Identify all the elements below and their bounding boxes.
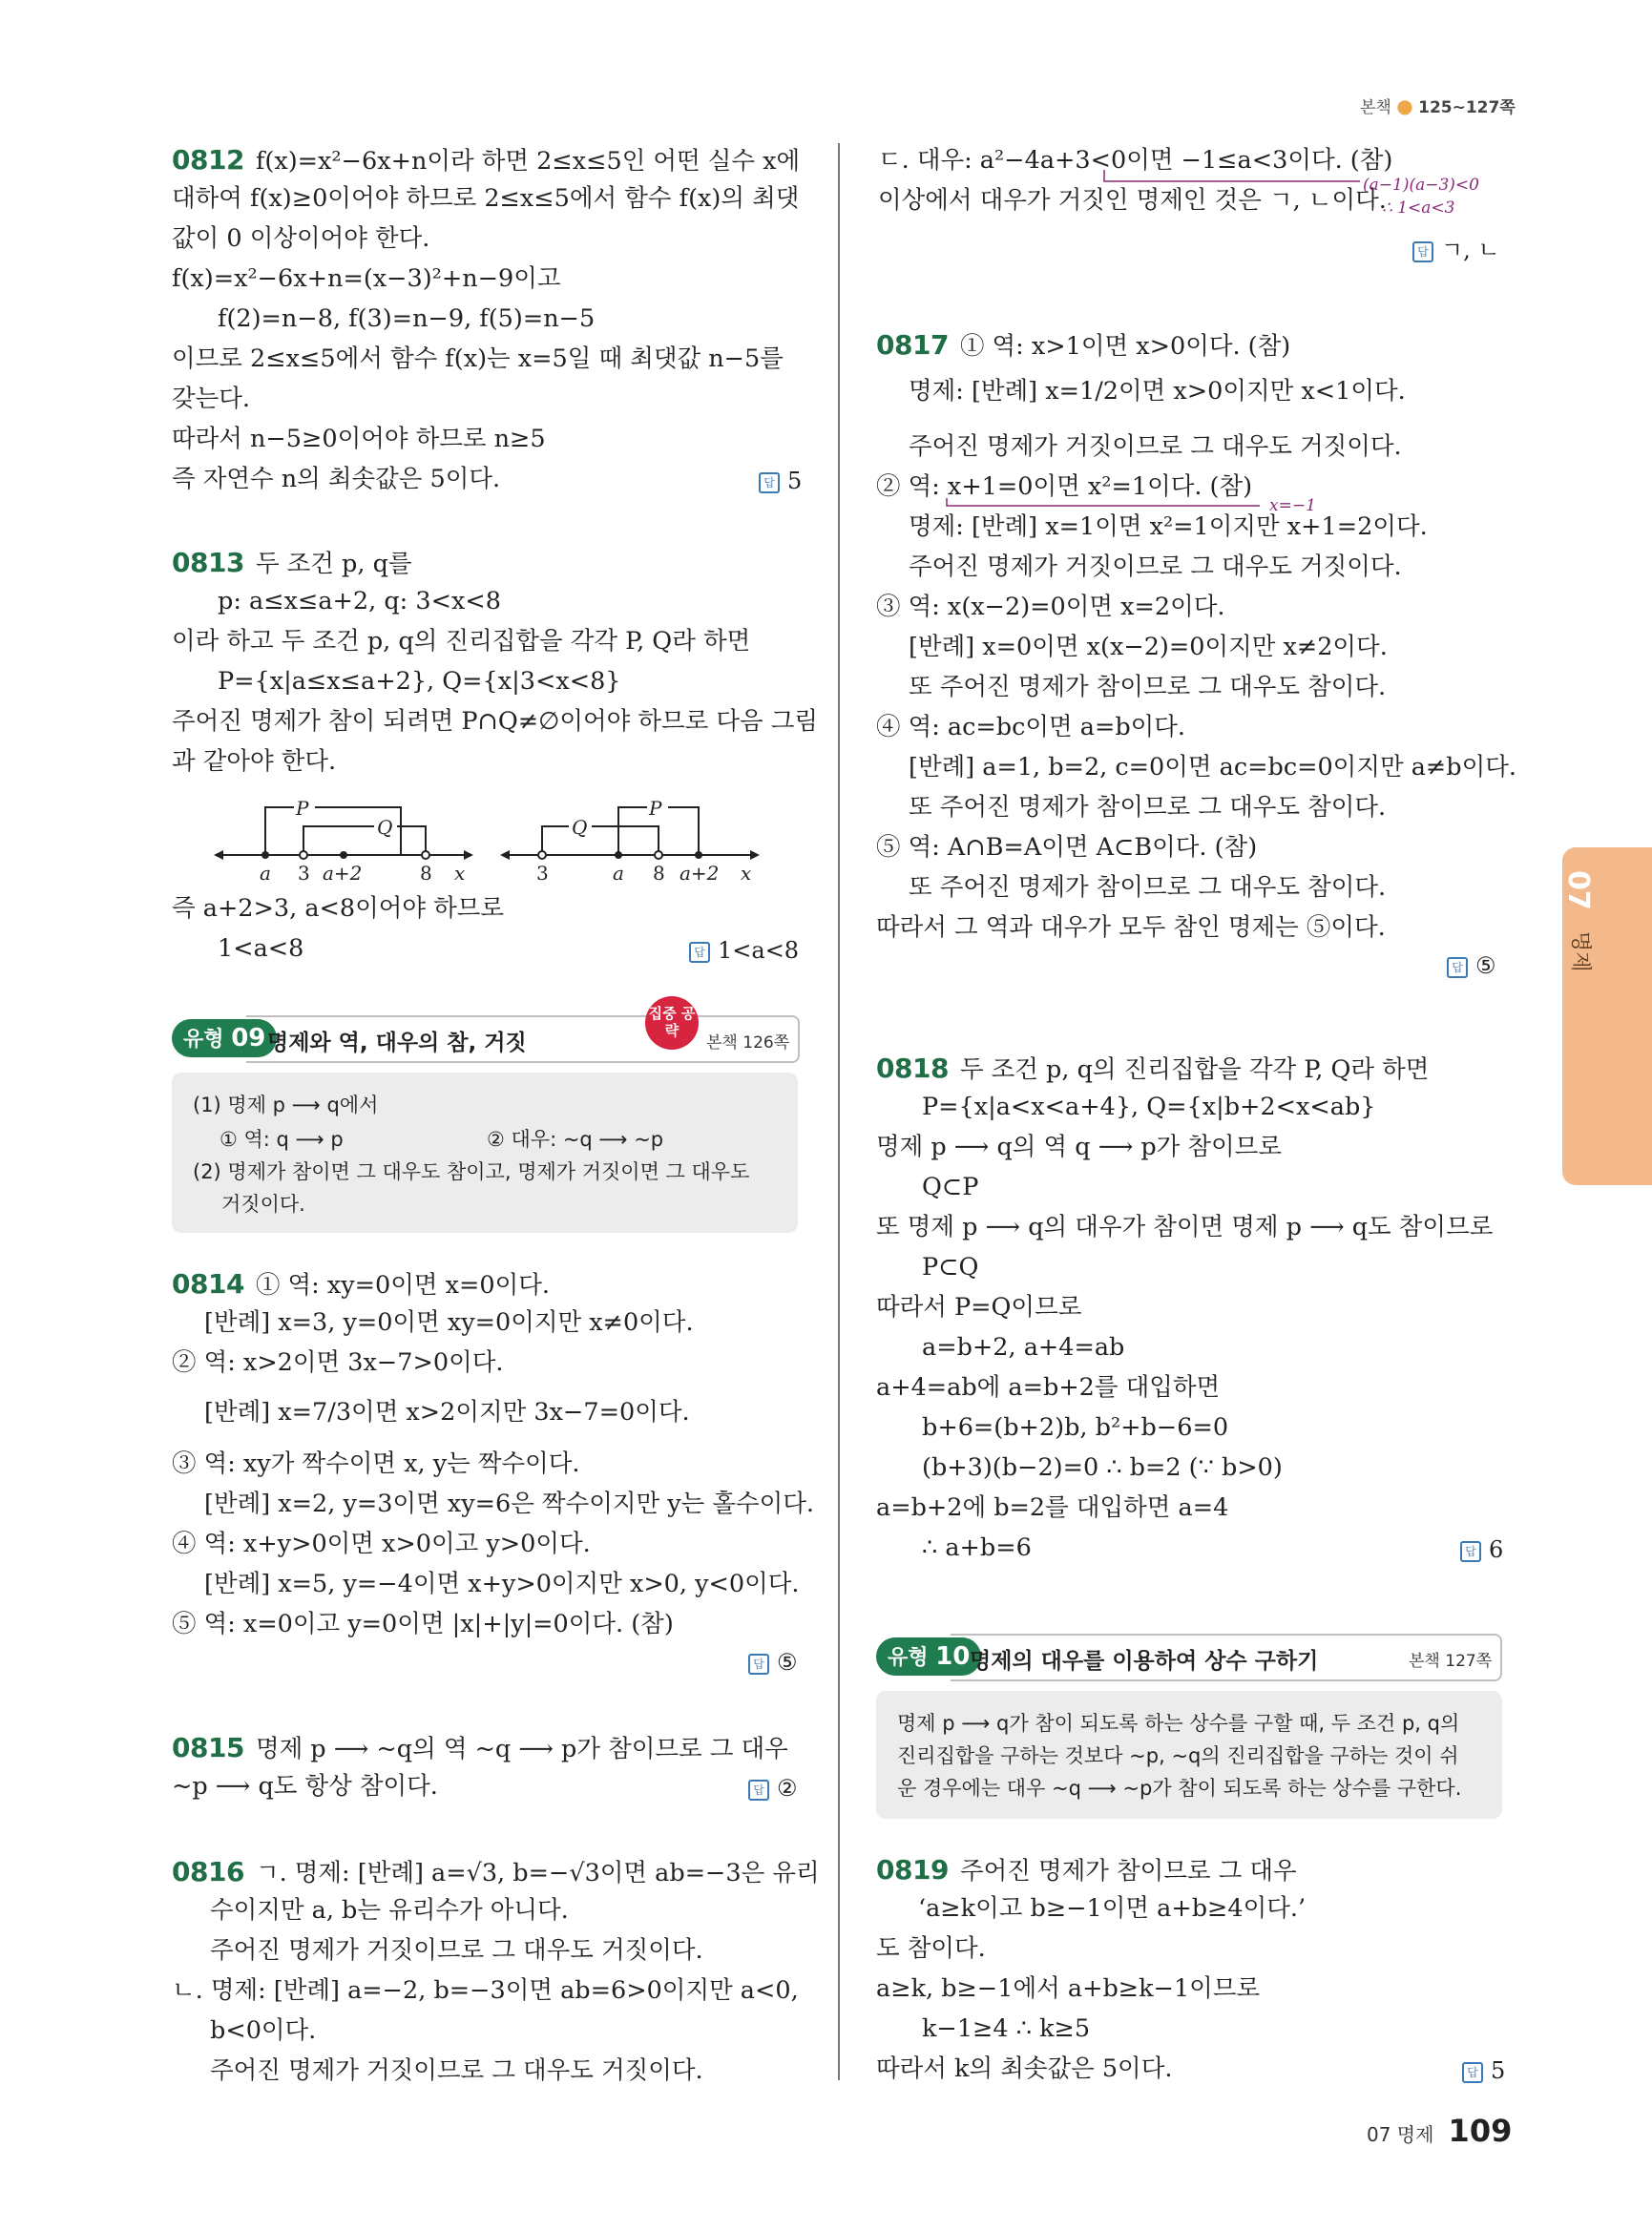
text-line: b<0이다. <box>210 2016 317 2045</box>
text-line: ① 역: x>1이면 x>0이다. (참) <box>959 332 1291 361</box>
text-line: ‘a≥k이고 b≥−1이면 a+b≥4이다.’ <box>918 1894 1307 1923</box>
text-line: 대하여 f(x)≥0이어야 하므로 2≤x≤5에서 함수 f(x)의 최댓 <box>172 184 800 213</box>
box-line: 명제 p ⟶ q가 참이 되도록 하는 상수를 구할 때, 두 조건 p, q의 <box>897 1712 1460 1735</box>
text-line: 주어진 명제가 참이 되려면 P∩Q≠∅이어야 하므로 다음 그림 <box>172 707 819 736</box>
text-line: [반례] x=0이면 x(x−2)=0이지만 x≠2이다. <box>909 633 1388 661</box>
text-line: a=b+2에 b=2를 대입하면 a=4 <box>876 1493 1229 1522</box>
problem-number: 0813 <box>172 547 244 578</box>
text-line: 갖는다. <box>172 385 251 413</box>
answer: 답 ㄱ, ㄴ <box>1412 231 1500 264</box>
fig1-tick: 8 <box>420 862 432 885</box>
text-line: 명제: [반례] x=1이면 x²=1이지만 x+1=2이다. <box>909 512 1428 541</box>
text-line: 또 주어진 명제가 참이므로 그 대우도 참이다. <box>909 673 1387 701</box>
text-line: 이라 하고 두 조건 p, q의 진리집합을 각각 P, Q라 하면 <box>172 627 751 656</box>
text-line: a+4=ab에 a=b+2를 대입하면 <box>876 1373 1221 1402</box>
box-line: ① 역: q ⟶ p <box>220 1128 344 1151</box>
problem-number: 0816 <box>172 1856 244 1887</box>
text-line: [반례] x=3, y=0이면 xy=0이지만 x≠0이다. <box>204 1308 694 1337</box>
text-line: 또 명제 p ⟶ q의 대우가 참이면 명제 p ⟶ q도 참이므로 <box>876 1213 1494 1241</box>
text-line: ⑤ 역: x=0이고 y=0이면 |x|+|y|=0이다. (참) <box>172 1610 674 1638</box>
text-line: ㄴ. 명제: [반례] a=−2, b=−3이면 ab=6>0이지만 a<0, <box>172 1976 799 2005</box>
answer: 답 5 <box>1462 2057 1505 2084</box>
text-line: 1<a<8 <box>218 934 304 963</box>
problem-number: 0818 <box>876 1053 949 1084</box>
problem-number: 0817 <box>876 329 949 361</box>
page-number: 109 <box>1448 2113 1513 2149</box>
header-pages: 125~127쪽 <box>1418 98 1516 117</box>
text-line: 따라서 k의 최솟값은 5이다. <box>876 2054 1173 2083</box>
text-line: ∴ a+b=6 <box>922 1533 1032 1562</box>
text-line: f(x)=x²−6x+n이라 하면 2≤x≤5인 어떤 실수 x에 <box>255 147 801 176</box>
figure-case-1 <box>214 797 473 885</box>
text-line: ④ 역: ac=bc이면 a=b이다. <box>876 713 1186 741</box>
fig1-label-Q: Q <box>377 816 393 839</box>
text-line: ⑤ 역: A∩B=A이면 A⊂B이다. (참) <box>876 833 1258 862</box>
problem-number: 0815 <box>172 1732 244 1763</box>
answer: 답 5 <box>759 468 802 494</box>
text-line: 명제 p ⟶ ~q의 역 ~q ⟶ p가 참이므로 그 대우 <box>255 1735 788 1763</box>
text-line: ④ 역: x+y>0이면 x>0이고 y>0이다. <box>172 1530 591 1558</box>
text-line: ~p ⟶ q도 항상 참이다. <box>172 1772 438 1801</box>
type09-tag: 유형 09 <box>172 1019 277 1057</box>
text-line: 과 같아야 한다. <box>172 747 337 776</box>
answer-mark-icon: 답 <box>759 472 780 493</box>
text-line: 즉 자연수 n의 최솟값은 5이다. <box>172 465 501 493</box>
text-line: 따라서 n−5≥0이어야 하므로 n≥5 <box>172 425 546 453</box>
fig2-label-Q: Q <box>572 816 588 839</box>
page-footer <box>1367 2113 1512 2149</box>
text-line: ① 역: xy=0이면 x=0이다. <box>255 1271 550 1300</box>
text-line: 또 주어진 명제가 참이므로 그 대우도 참이다. <box>909 793 1387 822</box>
fig2-label-P: P <box>649 797 662 820</box>
text-line: 또 주어진 명제가 참이므로 그 대우도 참이다. <box>909 873 1387 902</box>
problem-number: 0812 <box>172 144 244 176</box>
answer: 답 1<a<8 <box>689 937 799 964</box>
answer-mark-icon: 답 <box>748 1780 769 1801</box>
fig2-tick: a <box>613 862 624 885</box>
text-line: 이므로 2≤x≤5에서 함수 f(x)는 x=5일 때 최댓값 n−5를 <box>172 344 784 373</box>
type10-tag: 유형 10 <box>876 1637 981 1676</box>
text-line: P={x|a≤x≤a+2}, Q={x|3<x<8} <box>218 667 621 696</box>
text-line: 주어진 명제가 참이므로 그 대우 <box>959 1857 1297 1886</box>
text-line: 두 조건 p, q를 <box>255 550 412 578</box>
annotation-note: x=−1 <box>1269 496 1316 515</box>
text-line: 수이지만 a, b는 유리수가 아니다. <box>210 1896 569 1925</box>
type10-title: 명제의 대우를 이용하여 상수 구하기 <box>970 1649 1319 1674</box>
fig1-label-P: P <box>296 797 309 820</box>
fig1-tick: a <box>260 862 271 885</box>
text-line: b+6=(b+2)b, b²+b−6=0 <box>922 1413 1229 1442</box>
text-line: k−1≥4 ∴ k≥5 <box>922 2014 1091 2043</box>
text-line: 주어진 명제가 거짓이므로 그 대우도 거짓이다. <box>909 553 1402 581</box>
text-line: f(2)=n−8, f(3)=n−9, f(5)=n−5 <box>218 304 596 333</box>
box-line: 운 경우에는 대우 ~q ⟶ ~p가 참이 되도록 하는 상수를 구한다. <box>897 1777 1462 1800</box>
box-line: 거짓이다. <box>221 1193 305 1216</box>
fig2-tick: 8 <box>653 862 665 885</box>
answer-mark-icon: 답 <box>1460 1541 1481 1562</box>
answer: 답 ② <box>748 1775 798 1802</box>
side-tab-number: 07 <box>1561 870 1595 910</box>
focus-badge: 집중 공략 <box>645 996 699 1050</box>
fig1-tick: x <box>454 862 466 885</box>
chapter-side-tab <box>1562 847 1652 1185</box>
text-line: 두 조건 p, q의 진리집합을 각각 P, Q라 하면 <box>959 1055 1430 1084</box>
text-line: 따라서 P=Q이므로 <box>876 1293 1082 1322</box>
side-tab-title: 명제 <box>1568 931 1592 972</box>
text-line: ㄷ. 대우: a²−4a+3<0이면 −1≤a<3이다. (참) <box>878 146 1393 175</box>
header-book: 본책 <box>1360 98 1391 117</box>
answer-mark-icon: 답 <box>1462 2062 1483 2083</box>
footer-chapter: 07 명제 <box>1367 2123 1434 2146</box>
text-line: ③ 역: x(x−2)=0이면 x=2이다. <box>876 593 1225 621</box>
annotation-note: ∴ 1<a<3 <box>1382 198 1455 218</box>
text-line: [반례] x=5, y=−4이면 x+y>0이지만 x>0, y<0이다. <box>204 1570 800 1598</box>
text-line: [반례] a=1, b=2, c=0이면 ac=bc=0이지만 a≠b이다. <box>909 753 1516 782</box>
type09-ref: 본책 126쪽 <box>706 1033 790 1053</box>
text-line: ㄱ. 명제: [반례] a=√3, b=−√3이면 ab=−3은 유리 <box>255 1859 820 1887</box>
figure-case-2 <box>500 797 760 885</box>
text-line: (b+3)(b−2)=0 ∴ b=2 (∵ b>0) <box>922 1453 1283 1482</box>
text-line: 주어진 명제가 거짓이므로 그 대우도 거짓이다. <box>909 432 1402 461</box>
text-line: [반례] x=7/3이면 x>2이지만 3x−7=0이다. <box>204 1398 690 1427</box>
annotation-note: (a−1)(a−3)<0 <box>1363 176 1479 195</box>
text-line: f(x)=x²−6x+n=(x−3)²+n−9이고 <box>172 264 561 293</box>
fig1-tick: 3 <box>298 862 310 885</box>
text-line: a=b+2, a+4=ab <box>922 1333 1125 1362</box>
text-line: ② 역: x+1=0이면 x²=1이다. (참) <box>876 472 1253 501</box>
text-line: Q⊂P <box>922 1173 979 1201</box>
column-divider <box>838 143 840 2080</box>
text-line: 주어진 명제가 거짓이므로 그 대우도 거짓이다. <box>210 1936 703 1965</box>
answer: 답 ⑤ <box>748 1649 798 1676</box>
number-line-figures <box>210 790 783 886</box>
fig1-tick: a+2 <box>323 862 363 885</box>
text-line: 이상에서 대우가 거짓인 명제인 것은 ㄱ, ㄴ이다. <box>878 186 1387 215</box>
fig2-tick: 3 <box>536 862 549 885</box>
text-line: ② 역: x>2이면 3x−7>0이다. <box>172 1348 504 1377</box>
text-line: 명제: [반례] x=1/2이면 x>0이지만 x<1이다. <box>909 377 1406 406</box>
text-line: ③ 역: xy가 짝수이면 x, y는 짝수이다. <box>172 1449 580 1478</box>
text-line: 즉 a+2>3, a<8이어야 하므로 <box>172 894 505 923</box>
text-line: 도 참이다. <box>876 1934 986 1963</box>
answer-mark-icon: 답 <box>748 1654 769 1675</box>
box-line: 진리집합을 구하는 것보다 ~p, ~q의 진리집합을 구하는 것이 쉬 <box>897 1744 1459 1767</box>
fig2-tick: a+2 <box>680 862 720 885</box>
annotation-bracket <box>1102 168 1370 187</box>
answer-mark-icon: 답 <box>1447 957 1468 978</box>
answer: 답 6 <box>1460 1536 1503 1563</box>
text-line: 값이 0 이상이어야 한다. <box>172 224 430 253</box>
problem-number: 0819 <box>876 1854 949 1886</box>
box-line: (2) 명제가 참이면 그 대우도 참이고, 명제가 거짓이면 그 대우도 <box>193 1160 750 1183</box>
answer-mark-icon: 답 <box>1412 241 1433 262</box>
problem-number: 0814 <box>172 1268 244 1300</box>
annotation-underline <box>945 496 1269 511</box>
fig2-tick: x <box>741 862 752 885</box>
answer-mark-icon: 답 <box>689 942 710 963</box>
text-line: 주어진 명제가 거짓이므로 그 대우도 거짓이다. <box>210 2056 703 2085</box>
text-line: a≥k, b≥−1에서 a+b≥k−1이므로 <box>876 1974 1261 2003</box>
answer: 답 ⑤ <box>1447 952 1496 979</box>
header-dot: ● <box>1396 94 1413 117</box>
text-line: 명제 p ⟶ q의 역 q ⟶ p가 참이므로 <box>876 1133 1282 1161</box>
text-line: [반례] x=2, y=3이면 xy=6은 짝수이지만 y는 홀수이다. <box>204 1490 814 1518</box>
text-line: P={x|a<x<a+4}, Q={x|b+2<x<ab} <box>922 1093 1376 1121</box>
type10-ref: 본책 127쪽 <box>1409 1652 1493 1671</box>
page-header <box>1360 94 1516 117</box>
text-line: 따라서 그 역과 대우가 모두 참인 명제는 ⑤이다. <box>876 913 1386 942</box>
text-line: P⊂Q <box>922 1253 979 1282</box>
type09-title: 명제와 역, 대우의 참, 거짓 <box>267 1031 527 1055</box>
box-line: ② 대우: ~q ⟶ ~p <box>487 1128 664 1151</box>
box-line: (1) 명제 p ⟶ q에서 <box>193 1094 379 1116</box>
text-line: p: a≤x≤a+2, q: 3<x<8 <box>218 587 501 615</box>
